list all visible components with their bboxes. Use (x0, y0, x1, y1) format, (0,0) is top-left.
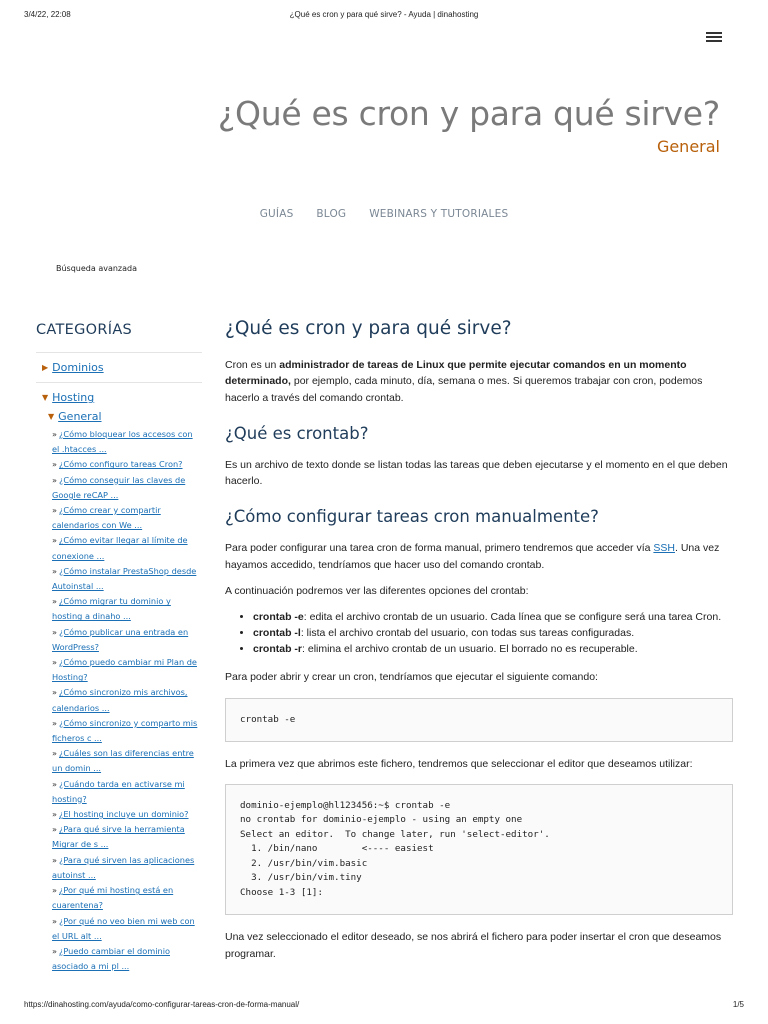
category-hosting[interactable] (36, 391, 202, 404)
sidebar-article-link[interactable]: ¿Cómo evitar llegar al límite de conexione ... (52, 535, 188, 561)
sidebar-article-item (52, 564, 202, 594)
sidebar-article-link[interactable]: ¿Cómo crear y compartir calendarios con We ... (52, 505, 161, 531)
print-footer (24, 1000, 744, 1012)
sidebar-article-link[interactable]: ¿Cuándo tarda en activarse mi hosting? (52, 778, 185, 804)
open-paragraph: Para poder abrir y crear un cron, tendríamos que ejecutar el siguiente comando: (225, 671, 598, 684)
top-nav (0, 208, 768, 220)
code-block-editor: dominio-ejemplo@hl123456:~$ crontab -e no crontab for dominio-ejemplo - using an empty one Select an editor. To change later, run 'select-editor'. 1. /bin/nano <---- easiest 2. /usr/bin/vim.basic 3. /usr/bin/vim.tiny Choose 1-3 [1]: (225, 784, 733, 916)
nav-webinars[interactable]: WEBINARS Y TUTORIALES (369, 208, 509, 220)
sidebar-article-item (52, 594, 202, 624)
print-date: 3/4/22, 22:08 (24, 10, 71, 19)
nav-guias[interactable]: GUÍAS (259, 208, 294, 220)
list-item: • crontab -e: edita el archivo crontab de un usuario. Cada línea que se configure será una tarea Cron. (253, 609, 733, 625)
sidebar-article-link[interactable]: ¿El hosting incluye un dominio? (59, 809, 189, 820)
sidebar-article-item (52, 625, 202, 655)
bullet-icon: » (52, 596, 58, 607)
sidebar-article-link[interactable]: ¿Cómo instalar PrestaShop desde Autoinstal ... (52, 565, 197, 592)
bullet-icon: » (52, 657, 58, 668)
category-sidebar (36, 322, 202, 974)
bullet-icon: » (52, 778, 58, 789)
sidebar-article-item (52, 503, 202, 533)
sidebar-article-item (52, 914, 202, 944)
category-link[interactable]: Dominios (52, 361, 104, 374)
sidebar-article-link[interactable]: ¿Por qué no veo bien mi web con el URL alt ... (52, 915, 195, 941)
heading-config: ¿Cómo configurar tareas cron manualmente? (225, 507, 599, 527)
hamburger-menu-icon[interactable] (706, 30, 722, 46)
sidebar-article-link[interactable]: ¿Cómo migrar tu dominio y hosting a dinaho ... (52, 596, 171, 622)
sidebar-article-item (52, 655, 202, 685)
sidebar-article-link[interactable]: ¿Puedo cambiar el dominio asociado a mi pl ... (52, 945, 170, 972)
config-paragraph: Para poder configurar una tarea cron de forma manual, primero tendremos que acceder vía SSH. Una vez hayamos accedido, tendríamos que hacer uso del comando crontab. (225, 542, 720, 571)
bullet-icon: » (52, 687, 58, 698)
print-title: ¿Qué es cron y para qué sirve? - Ayuda | dinahosting (289, 10, 479, 19)
article-content (225, 318, 733, 972)
crontab-paragraph: Es un archivo de texto donde se listan todas las tareas que deben ejecutarse y el momento en el que deben hacerlo. (225, 458, 728, 488)
sidebar-article-link[interactable]: ¿Por qué mi hosting está en cuarentena? (52, 885, 174, 911)
expanded-arrow-icon: ▼ (48, 412, 55, 421)
sidebar-article-link[interactable]: ¿Cómo puedo cambiar mi Plan de Hosting? (52, 657, 197, 683)
sidebar-article-link[interactable]: ¿Cómo publicar una entrada en WordPress? (52, 626, 189, 652)
sidebar-heading: CATEGORÍAS (36, 322, 133, 338)
sidebar-article-item (52, 807, 202, 822)
advanced-search-link[interactable]: Búsqueda avanzada (56, 264, 138, 273)
subcategory-general[interactable] (36, 410, 202, 423)
sidebar-article-item (52, 457, 202, 472)
sidebar-article-link[interactable]: ¿Para qué sirve la herramienta Migrar de s ... (52, 824, 185, 850)
sidebar-article-item (52, 716, 202, 746)
nav-blog[interactable]: BLOG (316, 208, 347, 220)
sidebar-article-link[interactable]: ¿Cómo conseguir las claves de Google reCAP ... (52, 474, 186, 500)
sidebar-article-item (52, 777, 202, 807)
intro-paragraph: Cron es un administrador de tareas de Linux que permite ejecutar comandos en un momento determinado, por ejemplo, cada minuto, día, semana o mes. Si queremos trabajar con cron, podemos hacerlo a través del comando crontab. (225, 359, 703, 404)
options-paragraph: A continuación podremos ver las diferentes opciones del crontab: (225, 585, 529, 598)
bullet-icon: » (52, 915, 58, 926)
hero-title: ¿Qué es cron y para qué sirve? (217, 94, 720, 133)
sidebar-article-link[interactable]: ¿Para qué sirven las aplicaciones autoinst ... (52, 854, 195, 880)
subcategory-link[interactable]: General (58, 410, 102, 423)
sidebar-article-item (52, 427, 202, 457)
bullet-icon: » (52, 459, 58, 470)
print-header (24, 10, 744, 22)
sidebar-article-item (52, 533, 202, 563)
options-list (253, 609, 733, 657)
print-url: https://dinahosting.com/ayuda/como-configurar-tareas-cron-de-forma-manual/ (24, 1000, 300, 1009)
hero-category: General (656, 137, 720, 156)
bullet-icon: » (52, 429, 58, 439)
list-item: • crontab -r: elimina el archivo crontab de un usuario. El borrado no es recuperable. (253, 641, 733, 657)
expanded-arrow-icon: ▼ (42, 393, 49, 402)
bullet-icon: » (52, 945, 58, 956)
collapsed-arrow-icon: ▶ (42, 363, 49, 372)
sidebar-article-link[interactable]: ¿Cómo sincronizo mis archivos, calendarios ... (52, 687, 188, 713)
bullet-icon: » (52, 505, 58, 516)
heading-crontab: ¿Qué es crontab? (225, 423, 369, 443)
list-item: • crontab -l: lista el archivo crontab del usuario, con todas sus tareas configuradas. (253, 625, 733, 641)
sidebar-article-link[interactable]: ¿Cómo bloquear los accesos con el .htacces ... (52, 429, 193, 455)
sidebar-article-item (52, 473, 202, 503)
sidebar-article-link[interactable]: ¿Cómo configuro tareas Cron? (59, 459, 183, 470)
code-block-crontab: crontab -e (225, 698, 733, 742)
bullet-icon: » (52, 626, 58, 637)
article-title: ¿Qué es cron y para qué sirve? (225, 318, 512, 339)
bullet-icon: » (52, 885, 58, 896)
sidebar-article-item (52, 685, 202, 715)
sidebar-article-link[interactable]: ¿Cómo sincronizo y comparto mis ficheros c ... (52, 717, 198, 744)
bullet-icon: » (52, 854, 58, 865)
divider (36, 352, 202, 353)
sidebar-article-item (52, 944, 202, 974)
bullet-icon: » (52, 565, 58, 576)
bullet-icon: » (52, 474, 58, 485)
category-dominios[interactable] (36, 361, 202, 374)
bullet-icon: » (52, 809, 58, 820)
divider (36, 382, 202, 383)
sidebar-article-item (52, 853, 202, 883)
bullet-icon: » (52, 824, 58, 835)
print-page-number: 1/5 (732, 1000, 744, 1009)
sidebar-article-link[interactable]: ¿Cuáles son las diferencias entre un domin ... (52, 748, 194, 774)
sidebar-article-item (52, 822, 202, 852)
last-paragraph: Una vez seleccionado el editor deseado, se nos abrirá el fichero para poder insertar el cron que deseamos programar. (225, 931, 722, 960)
bullet-icon: » (52, 748, 58, 759)
sidebar-article-item (52, 746, 202, 776)
first-time-paragraph: La primera vez que abrimos este fichero, tendremos que seleccionar el editor que deseamos utilizar: (225, 757, 693, 770)
bullet-icon: » (52, 535, 58, 546)
sidebar-article-item (52, 883, 202, 913)
bullet-icon: » (52, 717, 58, 728)
category-link[interactable]: Hosting (52, 391, 95, 404)
article-list (36, 427, 202, 974)
ssh-link[interactable]: SSH (653, 542, 675, 555)
